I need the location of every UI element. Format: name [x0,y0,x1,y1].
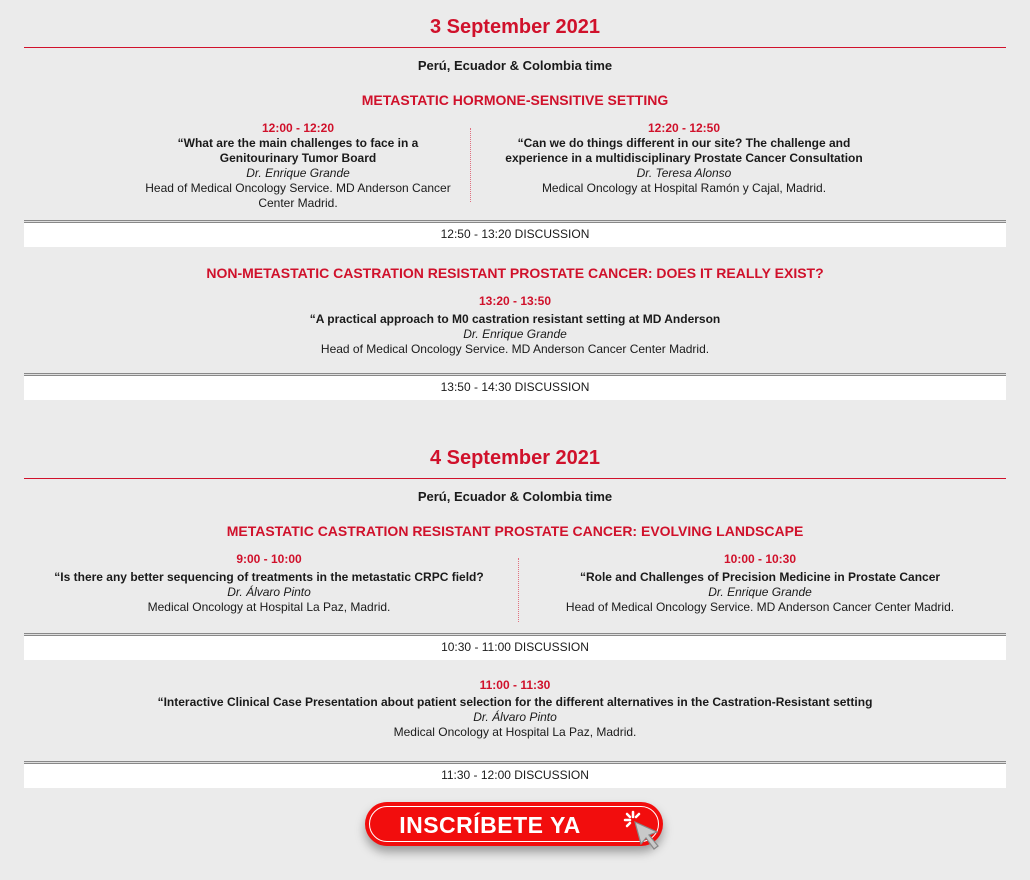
discussion-bar [24,761,1006,788]
talk [140,121,456,211]
talk [140,294,890,357]
talk-title: “A practical approach to M0 castration resistant setting at MD Anderson [309,312,721,326]
talk-time: 9:00 - 10:00 [236,552,302,566]
discussion-label: 12:50 - 13:20 DISCUSSION [24,223,1006,247]
timezone-label: Perú, Ecuador & Colombia time [417,58,613,73]
section-heading: METASTATIC HORMONE-SENSITIVE SETTING [361,92,669,108]
talk-speaker: Dr. Enrique Grande [708,585,812,599]
discussion-bar [24,373,1006,400]
discussion-bar [24,633,1006,660]
discussion-label: 11:30 - 12:00 DISCUSSION [24,764,1006,788]
talk [24,552,514,615]
talk-affiliation: Head of Medical Oncology Service. MD Anderson Cancer Center Madrid. [320,342,710,356]
divider [24,47,1006,48]
day-title: 3 September 2021 [429,16,601,38]
divider [24,478,1006,479]
talk-affiliation: Medical Oncology at Hospital La Paz, Madrid. [147,600,391,614]
talk-time: 11:00 - 11:30 [479,678,551,692]
talk-time: 13:20 - 13:50 [478,294,552,308]
day-title: 4 September 2021 [429,447,601,469]
talk-time: 10:00 - 10:30 [723,552,797,566]
register-button[interactable] [365,802,663,846]
talk-time: 12:00 - 12:20 [261,121,335,135]
talk-speaker: Dr. Álvaro Pinto [473,710,557,724]
timezone-label: Perú, Ecuador & Colombia time [417,489,613,504]
register-button-label: INSCRÍBETE YA [399,812,581,838]
talk-title: “What are the main challenges to face in a Genitourinary Tumor Board [177,136,419,165]
talk-speaker: Dr. Álvaro Pinto [227,585,311,599]
cursor-click-icon [623,810,673,860]
discussion-label: 13:50 - 14:30 DISCUSSION [24,376,1006,400]
talk-time: 12:20 - 12:50 [647,121,721,135]
talk-affiliation: Head of Medical Oncology Service. MD Anderson Cancer Center Madrid. [145,181,451,210]
talk-speaker: Dr. Enrique Grande [246,166,350,180]
talk-title: “Can we do things different in our site? The challenge and experience in a multidisciplinary Prostate Cancer Consultation [505,136,863,165]
talk [520,552,1000,615]
column-divider [470,128,471,202]
column-divider [518,558,519,622]
section-heading: NON-METASTATIC CASTRATION RESISTANT PROSTATE CANCER: DOES IT REALLY EXIST? [206,265,824,281]
talk [488,121,880,196]
talk-affiliation: Head of Medical Oncology Service. MD Anderson Cancer Center Madrid. [565,600,955,614]
talk-affiliation: Medical Oncology at Hospital La Paz, Madrid. [393,725,637,739]
talk-title: “Is there any better sequencing of treatments in the metastatic CRPC field? [54,570,484,584]
talk-affiliation: Medical Oncology at Hospital Ramón y Cajal, Madrid. [541,181,827,195]
talk-title: “Interactive Clinical Case Presentation about patient selection for the different alternatives in the Castration-Resistant setting [157,695,873,709]
discussion-bar [24,220,1006,247]
talk-speaker: Dr. Teresa Alonso [636,166,732,180]
section-heading: METASTATIC CASTRATION RESISTANT PROSTATE CANCER: EVOLVING LANDSCAPE [226,523,804,539]
talk [40,678,990,740]
talk-speaker: Dr. Enrique Grande [463,327,567,341]
talk-title: “Role and Challenges of Precision Medicine in Prostate Cancer [579,570,941,584]
discussion-label: 10:30 - 11:00 DISCUSSION [24,636,1006,660]
